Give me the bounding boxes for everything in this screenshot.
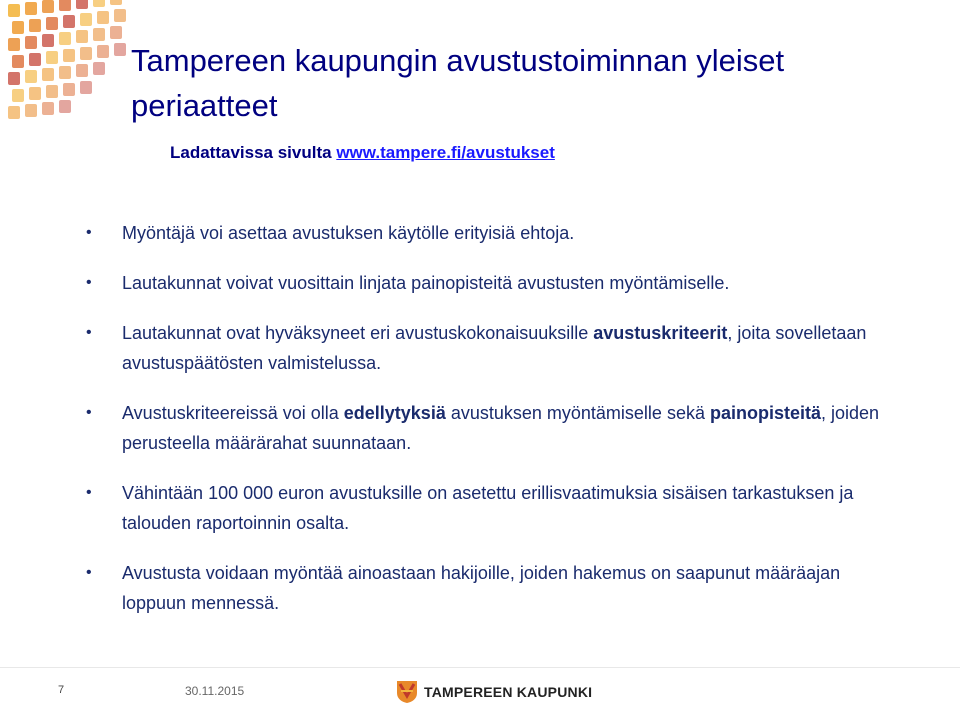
logo-tile [46, 17, 58, 30]
logo-tile [76, 0, 88, 9]
bullet-bold-text: edellytyksiä [343, 403, 446, 423]
bullet-item [80, 558, 880, 618]
logo-tile [114, 9, 126, 22]
footer-brand [396, 680, 592, 704]
bullet-dot-icon: • [86, 484, 92, 501]
bullet-dot-icon: • [86, 404, 92, 421]
bullet-text: Lautakunnat voivat vuosittain linjata painopisteitä avustusten myöntämiselle. [122, 273, 730, 293]
logo-tile [63, 83, 75, 96]
footer-divider [0, 667, 960, 668]
bullet-text: Avustuskriteereissä voi olla [122, 403, 344, 423]
logo-tile [80, 47, 92, 60]
logo-tile [42, 68, 54, 81]
logo-tile [59, 32, 71, 45]
bullet-dot-icon: • [86, 224, 92, 241]
bullet-text: Lautakunnat ovat hyväksyneet eri avustuskokonaisuuksille [122, 323, 594, 343]
logo-tile [63, 15, 75, 28]
bullet-dot-icon: • [86, 324, 92, 341]
subtitle [170, 143, 555, 163]
logo-tile [12, 89, 24, 102]
bullet-text: Vähintään 100 000 euron avustuksille on asetettu erillisvaatimuksia sisäisen tarkastuksen ja talouden raportoinnin osalta. [122, 483, 854, 533]
logo-tile [42, 34, 54, 47]
logo-tile [59, 0, 71, 11]
logo-tile [29, 87, 41, 100]
logo-tile [29, 53, 41, 66]
page-number: 7 [58, 684, 65, 696]
bullet-item [80, 218, 880, 248]
bullet-item [80, 268, 880, 298]
logo-tile [25, 104, 37, 117]
bullet-bold-text: avustuskriteerit [593, 323, 728, 343]
bullet-dot-icon: • [86, 564, 92, 581]
logo-tile [12, 21, 24, 34]
bullet-list [80, 218, 880, 638]
bullet-item [80, 318, 880, 378]
avustukset-link[interactable]: www.tampere.fi/avustukset [336, 143, 555, 162]
logo-tile [59, 100, 71, 113]
bullet-bold-text: painopisteitä [709, 403, 821, 423]
logo-tile [12, 55, 24, 68]
logo-tile [46, 51, 58, 64]
logo-tile [8, 72, 20, 85]
logo-tile [63, 49, 75, 62]
logo-tile [93, 62, 105, 75]
logo-tile [97, 45, 109, 58]
brand-name: TAMPEREEN KAUPUNKI [424, 684, 593, 700]
logo-tile [80, 81, 92, 94]
bullet-text: , joiden perusteella määrärahat suunnataan. [122, 403, 880, 453]
footer-date: 30.11.2015 [185, 684, 245, 698]
logo-tile [8, 106, 20, 119]
logo-tile [93, 0, 105, 7]
bullet-text: Myöntäjä voi asettaa avustuksen käytölle erityisiä ehtoja. [122, 223, 575, 243]
logo-tile [93, 28, 105, 41]
logo-tile [8, 38, 20, 51]
bullet-item [80, 398, 880, 458]
logo-tile [25, 70, 37, 83]
bullet-text: Avustusta voidaan myöntää ainoastaan hakijoille, joiden hakemus on saapunut määräajan loppuun mennessä. [122, 563, 841, 613]
logo-tile [76, 30, 88, 43]
logo-tile [80, 13, 92, 26]
slide-title: Tampereen kaupungin avustustoiminnan yleiset periaatteet [131, 43, 785, 123]
tampere-pattern-logo-icon [2, 0, 134, 132]
tampere-crest-icon [396, 680, 418, 704]
logo-tile [59, 66, 71, 79]
logo-tile [97, 11, 109, 24]
logo-tile [29, 19, 41, 32]
logo-tile [114, 43, 126, 56]
logo-tile [8, 4, 20, 17]
logo-tile [110, 26, 122, 39]
logo-tile [42, 102, 54, 115]
bullet-dot-icon: • [86, 274, 92, 291]
logo-tile [110, 0, 122, 5]
logo-tile [76, 64, 88, 77]
logo-tile [25, 36, 37, 49]
logo-tile [25, 2, 37, 15]
bullet-text: , joita sovelletaan avustuspäätösten valmistelussa. [122, 323, 867, 373]
bullet-text: avustuksen myöntämiselle sekä [445, 403, 710, 423]
subtitle-prefix: Ladattavissa sivulta [170, 143, 337, 162]
bullet-item [80, 478, 880, 538]
logo-tile [46, 85, 58, 98]
logo-tile [42, 0, 54, 13]
